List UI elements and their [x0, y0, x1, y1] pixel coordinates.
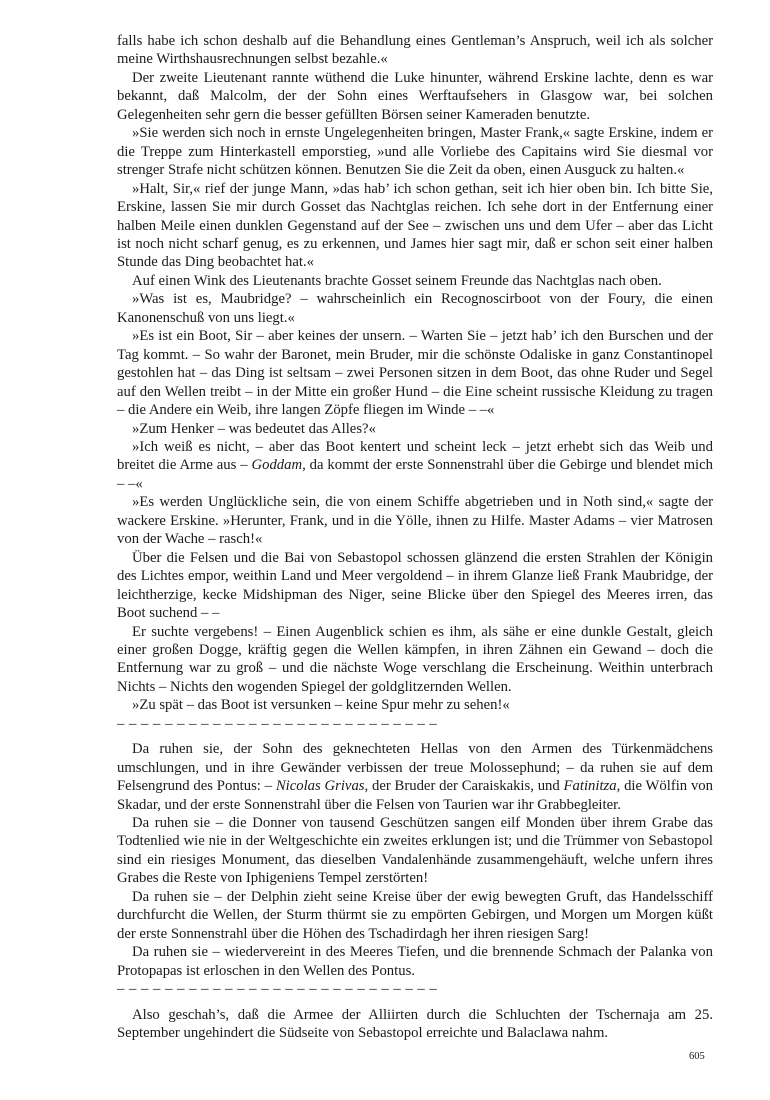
paragraph-text: da kommt der erste Sonnenstrahl über die Gebirge und blendet mich – –« — [117, 457, 713, 492]
paragraph: Er suchte vergebens! – Einen Augenblick schien es ihm, als sähe er eine dunkle Gestalt, gleich einer großen Dogge, kräftig gegen die Wellen kämpfen, in ihren Zähnen ein Gewand – doch die Entfernung war zu groß – und die nächste Woge verschlang die Erscheinung. Weithin unterbrach Nichts – Nichts den wogenden Spiegel der goldglitzernden Wellen. — [117, 623, 713, 695]
italic-text: Goddam, — [251, 457, 306, 474]
paragraph: »Es ist ein Boot, Sir – aber keines der unsern. – Warten Sie – jetzt hab’ ich den Burschen und der Tag kommt. – So wahr der Baronet, mein Bruder, mir die schönste Odaliske in ganz Constantinopel gestohlen hat – das Ding ist seltsam – zwei Personen sitzen in dem Boot, das ohne Ruder und Segel auf den Wellen treibt – in der Mitte ein großer Hund – die Eine scheint russische Kleidung zu tragen – die Andere ein Weib, ihre langen Zöpfe fliegen im Winde – –« — [117, 328, 713, 419]
page-number: 605 — [689, 1051, 705, 1062]
paragraph — [117, 740, 713, 814]
paragraph: falls habe ich schon deshalb auf die Behandlung eines Gentleman’s Anspruch, weil ich als solcher meine Wirthshausrechnungen selbst bezahle.« — [117, 33, 713, 68]
italic-text: Nicolas Grivas, — [275, 778, 369, 795]
paragraph: Da ruhen sie – die Donner von tausend Geschützen sangen eilf Monden über ihrem Grabe das Todtenlied wie nie in der Weltgeschichte ein zweites erklungen ist; und die Trümmer von Sebastopol sind ein riesiges Monument, das dieselben Vandalenhände zusammengehäuft, welche unfern ihres Grabes die Reste von Iphigeniens Tempel zerstörten! — [117, 815, 713, 887]
paragraph: Also geschah’s, daß die Armee der Alliirten durch die Schluchten der Tschernaja am 25. September ungehindert die Südseite von Sebastopol erreichte und Balaclawa nahm. — [117, 1006, 713, 1042]
paragraph: Da ruhen sie – der Delphin zieht seine Kreise über der ewig bewegten Gruft, das Handelsschiff durchfurcht die Wellen, der Sturm thürmt sie zu empörten Gebirgen, und Morgen um Morgen küßt der erste Sonnenstrahl über die Höhen des Tschadirdagh her ihren riesigen Sarg! — [117, 888, 713, 942]
paragraph: Über die Felsen und die Bai von Sebastopol schossen glänzend die ersten Strahlen der Königin des Lichtes empor, weithin Land und Meer vergoldend – in ihrem Glanze ließ Frank Maubridge, der leichtherzige, kecke Midshipman des Niger, seine Blicke über den Spiegel des Meeres irren, das Boot suchend – – — [117, 549, 713, 622]
paragraph-text: »Ich weiß es nicht, – aber das Boot kentert und scheint leck – jetzt erhebt sich das Weib und breitet die Arme aus – — [117, 438, 713, 474]
italic-text: Fatinitza, — [563, 778, 621, 795]
page-body — [117, 32, 713, 1042]
paragraph: »Es werden Unglückliche sein, die von einem Schiffe abgetrieben und in Noth sind,« sagte der wackere Erskine. »Herunter, Frank, und in die Yölle, ihnen zu Hilfe. Master Adams – vier Matrosen von der Wache – rasch!« — [117, 494, 713, 548]
paragraph: »Sie werden sich noch in ernste Ungelegenheiten bringen, Master Frank,« sagte Erskine, indem er die Treppe zum Hinterkastell emporstieg, »und alle Vorliebe des Capitains wird Sie diesmal vor strenger Strafe nicht schützen können. Benutzen Sie die Zeit da oben, einen Ausguck zu halten.« — [117, 125, 713, 179]
paragraph: »Was ist es, Maubridge? – wahrscheinlich ein Recognoscirboot von der Foury, die einen Kanonenschuß von uns liegt.« — [117, 291, 713, 326]
paragraph: Der zweite Lieutenant rannte wüthend die Luke hinunter, während Erskine lachte, denn es war bekannt, daß Malcolm, der der Sohn eines Werftaufsehers in Glasgow war, bei solchen Gelegenheiten sehr gern die besser gefüllten Börsen seiner Kameraden benutzte. — [117, 69, 713, 123]
paragraph — [117, 438, 713, 493]
paragraph-text: Da ruhen sie, der Sohn des geknechteten Hellas von den Armen des Türkenmädchens umschlungen, und in ihre Gewänder verbissen der treue Molossерhund; – da ruhen sie auf dem Felsengrund des Pontus: – — [117, 741, 713, 795]
section-separator: – – – – – – – – – – – – – – – – – – – – – – – – – – – — [117, 981, 438, 998]
section-separator: – – – – – – – – – – – – – – – – – – – – – – – – – – – — [117, 715, 438, 732]
paragraph: »Zum Henker – was bedeutet das Alles?« — [132, 420, 376, 437]
paragraph-text: der Bruder der Caraiskakis, und — [368, 778, 564, 795]
paragraph: Da ruhen sie – wiedervereint in des Meeres Tiefen, und die brennende Schmach der Palanka von Protopapas ist erloschen in den Wellen des Pontus. — [117, 944, 713, 979]
paragraph-text: die Wölfin von Skadar, und der erste Sonnenstrahl über die Felsen von Taurien war ihr Grabbegleiter. — [117, 778, 713, 813]
paragraph: Auf einen Wink des Lieutenants brachte Gosset seinem Freunde das Nachtglas nach oben. — [132, 272, 662, 289]
paragraph: »Zu spät – das Boot ist versunken – keine Spur mehr zu sehen!« — [132, 697, 510, 714]
paragraph: »Halt, Sir,« rief der junge Mann, »das hab’ ich schon gethan, seit ich hier oben bin. Ich bitte Sie, Erskine, lassen Sie mir durch Gosset das Nachtglas reichen. Ich sehe dort in der Entfernung einer halben Meile einen dunklen Gegenstand auf der See – zwischen uns und dem Ufer – aber das Licht ist noch nicht scharf genug, es zu erkennen, und James hier sagt mir, daß er schon seit einer halben Stunde das Ding beobachtet hat.« — [117, 180, 713, 271]
